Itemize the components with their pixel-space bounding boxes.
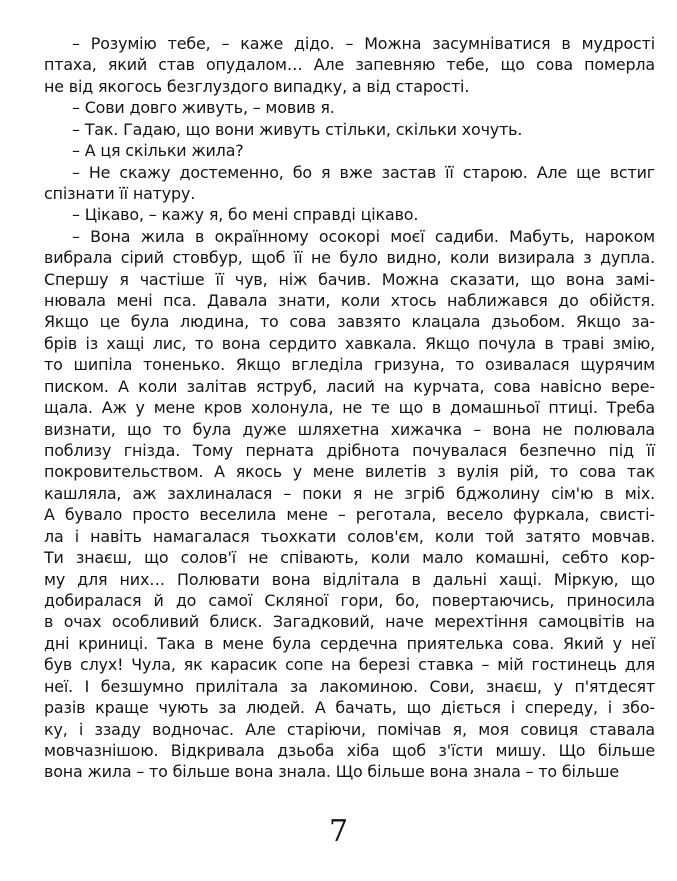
text-line: – Цікаво, – кажу я, бо мені справді цікаво. (72, 205, 419, 225)
text-line: не від якогось безглуздого випадку, а від старості. (44, 76, 470, 96)
text-line: щала. Аж у мене кров холонула, не те що в домашньої птиці. Треба (44, 398, 655, 418)
text-line: вибрала сірий стовбур, щоб її не було видно, коли визирала з дупла. (44, 248, 655, 268)
text-line: спізнати її натуру. (44, 183, 196, 203)
text-line: поблизу гнізда. Тому перната дрібнота почувалася безпечно під її (44, 441, 655, 461)
text-line: покровительством. А якось у мене вилетів з вулія рій, то сова так (44, 462, 655, 482)
text-line: му для них… Полювати вона відлітала в дальні хащі. Міркую, що (44, 569, 655, 589)
text-line: вона жила – то більше вона знала. Що більше вона знала – то більше (44, 762, 620, 782)
text-line: брів із хащі лис, то вона сердито хавкала. Якщо почула в траві змію, (44, 333, 655, 353)
text-line: – Так. Гадаю, що вони живуть стільки, скільки хочуть. (72, 119, 523, 139)
text-line: Ти знаєш, що солов'ї не співають, коли мало комашні, себто кор- (44, 548, 655, 568)
text-line: Якщо це була людина, то сова завзято клацала дзьобом. Якщо за- (44, 312, 655, 332)
text-line: визнати, що то була дуже шляхетна хижачка – вона не полювала (44, 419, 655, 439)
text-line: нювала мені пса. Давала знати, коли хтось наближався до обійстя. (44, 291, 655, 311)
text-line: Спершу я частіше її чув, ніж бачив. Можна сказати, що вона замі- (44, 269, 655, 289)
text-line: був слух! Чула, як карасик сопе на березі ставка – мій гостинець для (44, 655, 655, 675)
text-line: – А ця скільки жила? (72, 141, 244, 161)
page-number: 7 (328, 814, 349, 849)
text-line: ку, і ззаду водночас. Але старіючи, помічав я, моя совиця ставала (44, 719, 655, 739)
text-line: – Сови довго живуть, – мовив я. (72, 98, 335, 118)
page-body-text (44, 33, 655, 783)
text-line: дні криниці. Така в мене була сердечна приятелька сова. Який у неї (44, 633, 655, 653)
text-line: – Вона жила в окраїнному осокорі моєї садиби. Мабуть, нароком (72, 226, 655, 246)
text-line: неї. І безшумно прилітала за лакоминою. Сови, знаєш, у п'ятдесят (44, 676, 655, 696)
text-line: птаха, який став опудалом… Але запевняю тебе, що сова померла (44, 55, 655, 75)
text-line: добиралася й до самої Скляної гори, бо, повертаючись, приносила (44, 590, 655, 610)
text-line: в очах особливий блиск. Загадковий, наче мерехтіння самоцвітів на (44, 612, 655, 632)
text-line: ла і навіть намагалася тьохкати солов'єм, коли той затято мовчав. (44, 526, 655, 546)
text-line: кашляла, аж захлиналася – поки я не згріб бджолину сім'ю в міх. (44, 483, 655, 503)
text-line: – Не скажу достеменно, бо я вже застав її старою. Але ще встиг (72, 162, 655, 182)
text-line: мовчазнішою. Відкривала дзьоба хіба щоб з'їсти мишу. Що більше (44, 740, 655, 760)
text-line: – Розумію тебе, – каже дідо. – Можна засумніватися в мудрості (72, 34, 655, 53)
text-line: разів краще чують за людей. А бачать, що діється і спереду, і збо- (44, 698, 655, 718)
text-line: А бувало просто веселила мене – реготала, весело фуркала, свисті- (44, 505, 655, 525)
text-line: писком. А коли залітав яструб, ласий на курчата, сова навісно вере- (44, 376, 655, 396)
text-line: то шипіла тоненько. Якщо вгледіла гризуна, то озивалася щурячим (44, 355, 655, 375)
